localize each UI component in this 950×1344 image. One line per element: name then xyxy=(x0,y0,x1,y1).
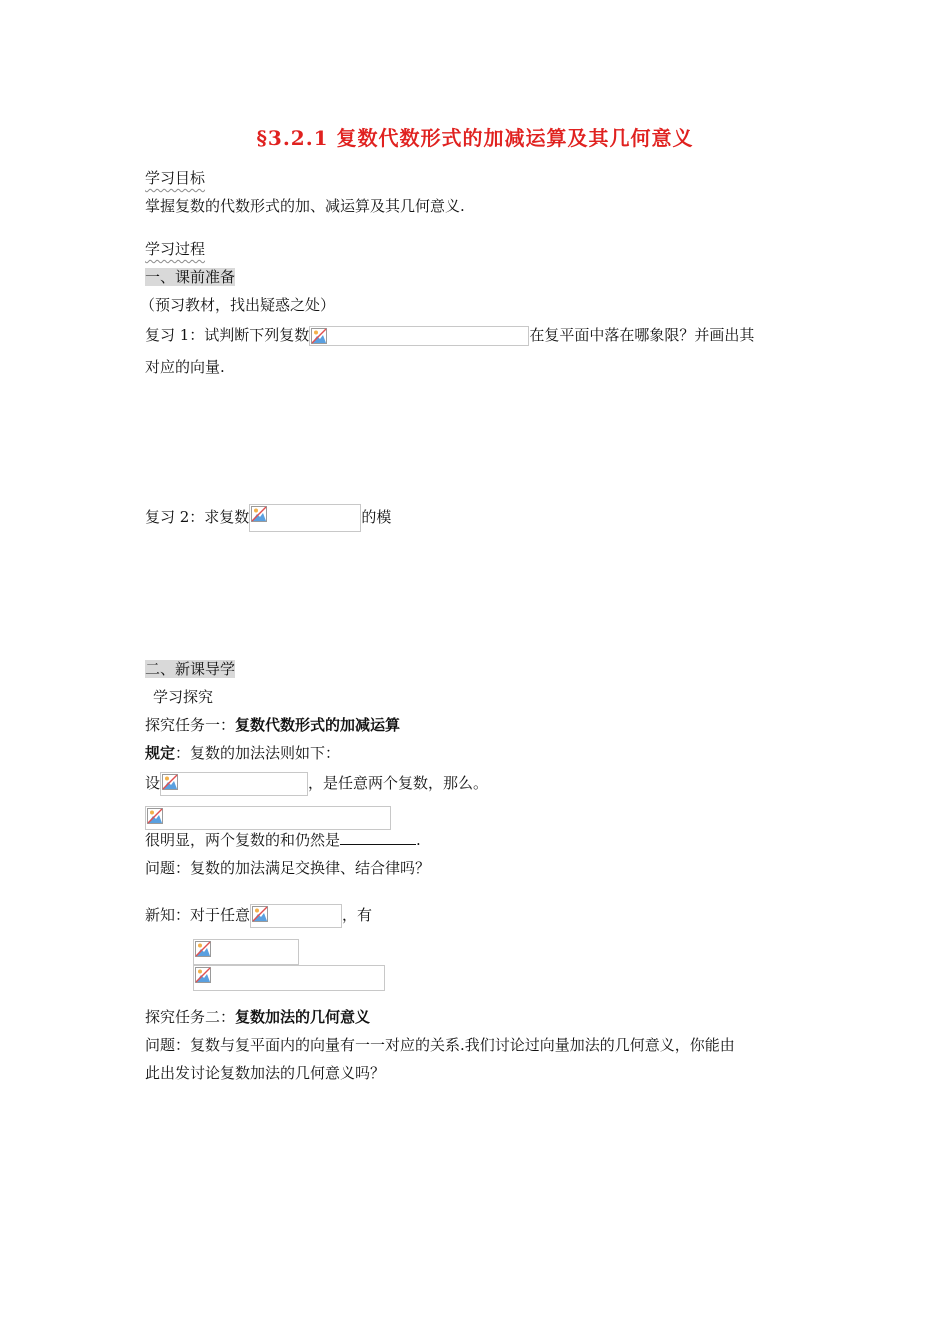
formula-image xyxy=(193,965,385,991)
broken-image-icon xyxy=(162,774,178,790)
formula-image xyxy=(249,504,361,532)
fill-in-blank[interactable] xyxy=(340,830,416,845)
associative-formula xyxy=(193,965,385,991)
goals-text: 掌握复数的代数形式的加、减运算及其几何意义. xyxy=(145,197,465,215)
rule-line: 规定：复数的加法法则如下： xyxy=(145,744,341,762)
task-2: 探究任务二：复数加法的几何意义 xyxy=(145,1008,371,1026)
commutative-formula xyxy=(193,939,299,965)
question-1: 问题：复数的加法满足交换律、结合律吗？ xyxy=(145,859,431,877)
sum-formula-line xyxy=(145,806,391,830)
formula-image xyxy=(309,326,529,346)
broken-image-icon xyxy=(147,808,163,824)
broken-image-icon xyxy=(195,967,211,983)
broken-image-icon xyxy=(311,328,327,344)
broken-image-icon xyxy=(252,906,268,922)
formula-image xyxy=(160,772,308,796)
review-2: 复习 2：求复数 的模 xyxy=(145,504,391,532)
preview-note: （预习教材，找出疑惑之处） xyxy=(140,296,336,314)
section-one-heading: 一、课前准备 xyxy=(145,268,236,286)
formula-image xyxy=(250,904,342,928)
new-knowledge-line: 新知：对于任意 ，有 xyxy=(145,904,372,928)
task-1: 探究任务一：复数代数形式的加减运算 xyxy=(145,716,401,734)
obvious-line: 很明显，两个复数的和仍然是 . xyxy=(145,831,421,849)
explore-heading: 学习探究 xyxy=(153,688,214,706)
let-line: 设 ，是任意两个复数，那么。 xyxy=(145,772,488,796)
review-1-line2: 对应的向量. xyxy=(145,358,225,376)
page-title: §3.2.1 复数代数形式的加减运算及其几何意义 xyxy=(256,126,694,150)
question-2-line1: 问题：复数与复平面内的向量有一一对应的关系.我们讨论过向量加法的几何意义，你能由 xyxy=(145,1036,735,1054)
broken-image-icon xyxy=(195,941,211,957)
formula-image xyxy=(193,939,299,965)
goals-heading: 学习目标 xyxy=(145,169,206,187)
process-heading: 学习过程 xyxy=(145,240,206,258)
formula-image xyxy=(145,806,391,830)
review-1: 复习 1：试判断下列复数 在复平面中落在哪象限？并画出其 xyxy=(145,326,755,344)
broken-image-icon xyxy=(251,506,267,522)
question-2-line2: 此出发讨论复数加法的几何意义吗？ xyxy=(145,1064,386,1082)
section-two-heading: 二、新课导学 xyxy=(145,660,236,678)
